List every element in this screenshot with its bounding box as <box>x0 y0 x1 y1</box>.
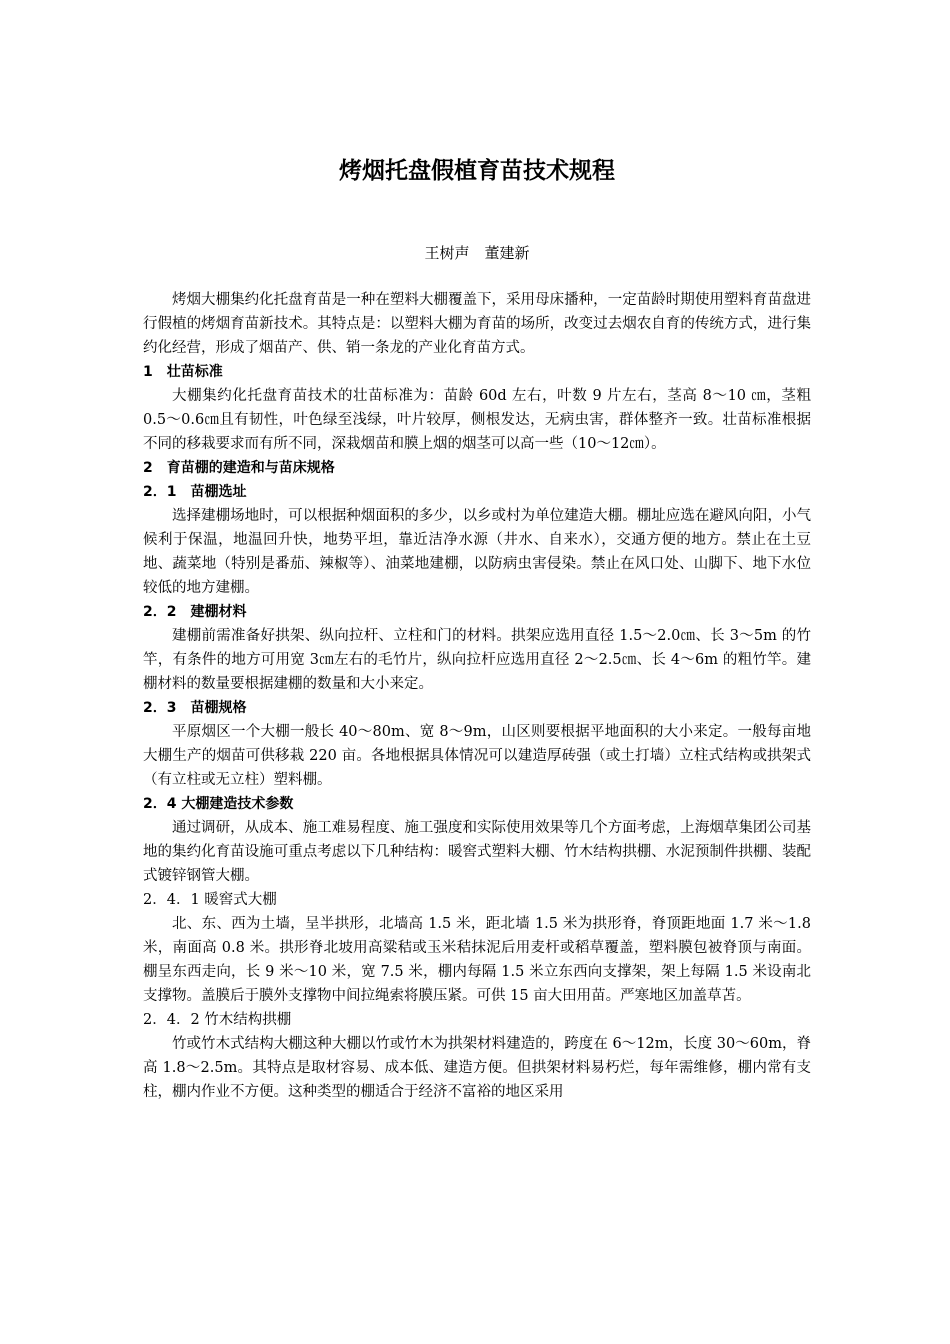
section-2-2-heading: 2．2 建棚材料 <box>143 604 247 620</box>
intro-paragraph: 烤烟大棚集约化托盘育苗是一种在塑料大棚覆盖下，采用母床播种，一定苗龄时期使用塑料育苗盘进行假植的烤烟育苗新技术。其特点是：以塑料大棚为育苗的场所，改变过去烟农自育的传统方式，进行集约化经营，形成了烟苗产、供、销一条龙的产业化育苗方式。 <box>143 292 811 356</box>
section-2-4-2-paragraph: 竹或竹木式结构大棚这种大棚以竹或竹木为拱架材料建造的，跨度在 6～12m，长度 30～60m，脊高 1.8～2.5m。其特点是取材容易、成本低、建造方便。但拱架材料易朽烂，每年需维修，棚内常有支柱，棚内作业不方便。这种类型的棚适合于经济不富裕的地区采用 <box>143 1036 811 1100</box>
section-2-1-heading: 2．1 苗棚选址 <box>143 484 247 500</box>
section-2-4-heading: 2．4 大棚建造技术参数 <box>143 796 294 812</box>
section-2-2-paragraph: 建棚前需准备好拱架、纵向拉杆、立柱和门的材料。拱架应选用直径 1.5～2.0㎝、长 3～5m 的竹竿，有条件的地方可用宽 3㎝左右的毛竹片，纵向拉杆应选用直径 2～2.5㎝、长 4～6m 的粗竹竿。建棚材料的数量要根据建棚的数量和大小来定。 <box>143 628 811 692</box>
document-body <box>143 288 811 1104</box>
section-2-4-paragraph: 通过调研，从成本、施工难易程度、施工强度和实际使用效果等几个方面考虑，上海烟草集团公司基地的集约化育苗设施可重点考虑以下几种结构：暖窖式塑料大棚、竹木结构拱棚、水泥预制件拱棚、装配式镀锌钢管大棚。 <box>143 820 811 884</box>
section-2-3-paragraph: 平原烟区一个大棚一般长 40～80m、宽 8～9m，山区则要根据平地面积的大小来定。一般每亩地大棚生产的烟苗可供移栽 220 亩。各地根据具体情况可以建造厚砖强（或土打墙）立柱式结构或拱架式（有立柱或无立柱）塑料棚。 <box>143 724 811 788</box>
section-2-4-1-heading: 2．4．1 暖窖式大棚 <box>143 892 277 908</box>
section-2-4-1-paragraph: 北、东、西为土墙，呈半拱形，北墙高 1.5 米，距北墙 1.5 米为拱形脊，脊顶距地面 1.7 米～1.8 米，南面高 0.8 米。拱形脊北坡用高粱秸或玉米秸抹泥后用麦杆或稻草覆盖，塑料膜包被脊顶与南面。棚呈东西走向，长 9 米～10 米，宽 7.5 米，棚内每隔 1.5 米立东西向支撑架，架上每隔 1.5 米设南北支撑物。盖膜后于膜外支撑物中间拉绳索将膜压紧。可供 15 亩大田用苗。严寒地区加盖草苫。 <box>143 916 811 1004</box>
document-authors: 王树声 董建新 <box>424 244 530 262</box>
section-2-3-heading: 2．3 苗棚规格 <box>143 700 247 716</box>
section-2-heading: 2 育苗棚的建造和与苗床规格 <box>143 460 335 476</box>
section-2-4-2-heading: 2．4．2 竹木结构拱棚 <box>143 1012 292 1028</box>
section-1-paragraph: 大棚集约化托盘育苗技术的壮苗标准为：苗龄 60d 左右，叶数 9 片左右，茎高 8～10 ㎝，茎粗 0.5～0.6㎝且有韧性，叶色绿至浅绿，叶片较厚，侧根发达，无病虫害，群体整齐一致。壮苗标准根据不同的移栽要求而有所不同，深栽烟苗和膜上烟的烟茎可以高一些（10～12㎝）。 <box>143 388 811 452</box>
section-1-heading: 1 壮苗标准 <box>143 364 223 380</box>
section-2-1-paragraph: 选择建棚场地时，可以根据种烟面积的多少，以乡或村为单位建造大棚。棚址应选在避风向阳，小气候利于保温，地温回升快，地势平坦，靠近洁净水源（井水、自来水），交通方便的地方。禁止在土豆地、蔬菜地（特别是番茄、辣椒等）、油菜地建棚，以防病虫害侵染。禁止在风口处、山脚下、地下水位较低的地方建棚。 <box>143 508 811 596</box>
document-title: 烤烟托盘假植育苗技术规程 <box>339 158 615 184</box>
